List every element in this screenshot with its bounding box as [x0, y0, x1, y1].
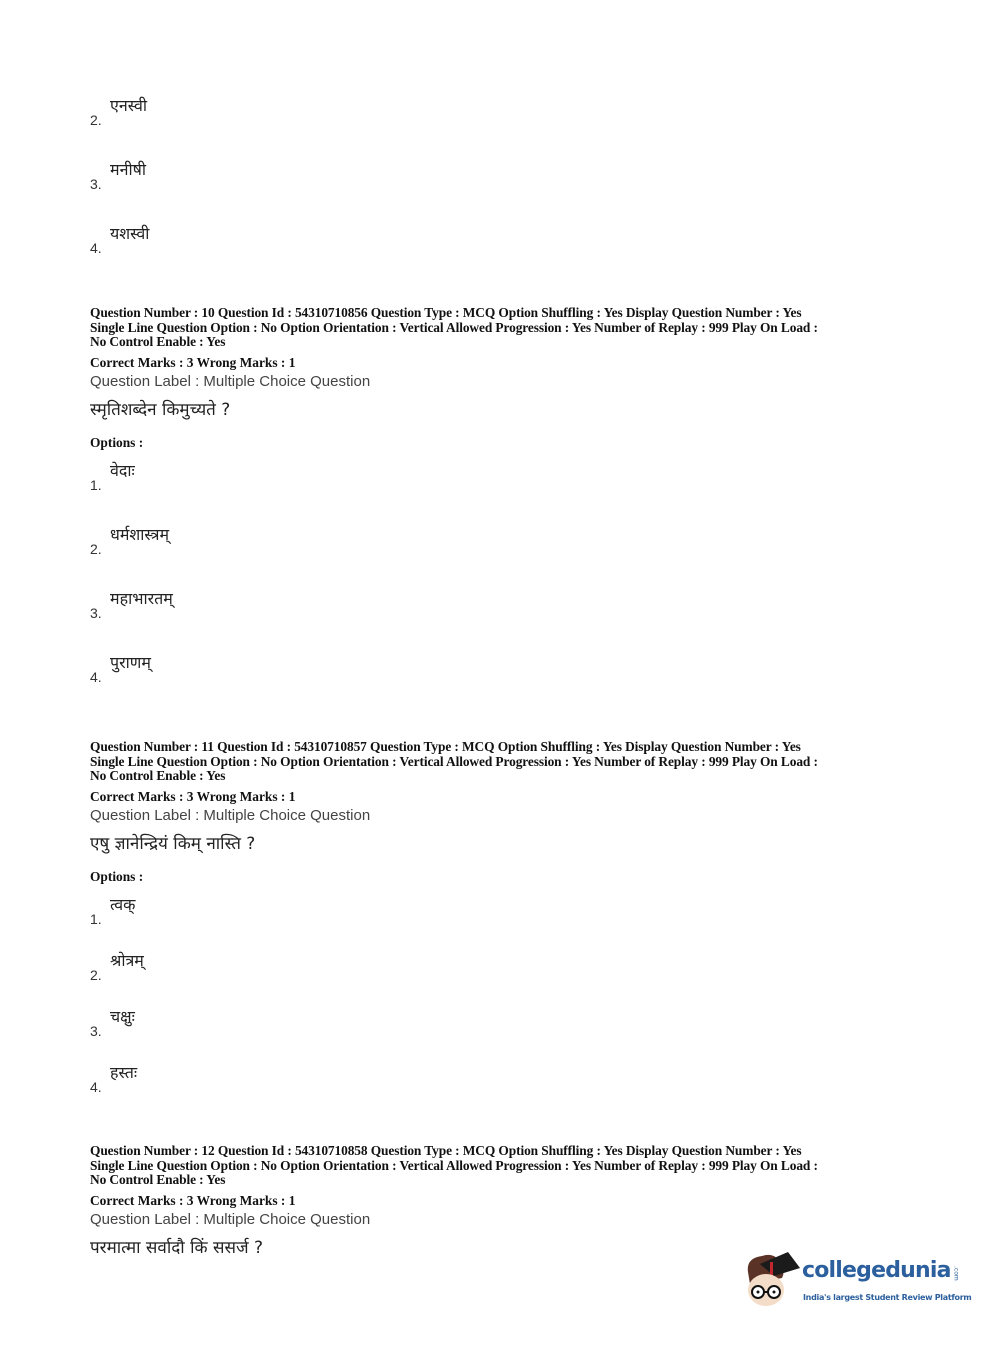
option-4	[90, 652, 390, 685]
question-meta	[90, 306, 970, 350]
option-4	[90, 1062, 390, 1095]
options-label: Options :	[90, 868, 144, 884]
option-number: 2.	[90, 112, 102, 128]
meta-line: Question Number : 11 Question Id : 54310710857 Question Type : MCQ Option Shuffling : Yes Display Question Number : Yes	[90, 739, 801, 754]
option-text: चक्षुः	[110, 1006, 135, 1026]
option-2	[90, 950, 390, 983]
meta-line: No Control Enable : Yes	[90, 334, 226, 349]
question-text: परमात्मा सर्वादौ किं ससर्ज ?	[90, 1237, 263, 1258]
option-3	[90, 160, 390, 192]
option-number: 2.	[90, 966, 102, 983]
option-3	[90, 588, 390, 621]
option-text: धर्मशास्त्रम्	[110, 524, 170, 544]
option-number: 1.	[90, 476, 102, 493]
question-10	[90, 305, 970, 685]
option-text: महाभारतम्	[110, 588, 173, 608]
option-2	[90, 96, 390, 128]
collegedunia-logo	[740, 1248, 995, 1318]
option-1	[90, 894, 390, 927]
question-text: एषु ज्ञानेन्द्रियं किम् नास्ति ?	[90, 833, 256, 854]
meta-line: Question Number : 10 Question Id : 54310710856 Question Type : MCQ Option Shuffling : Yes Display Question Number : Yes	[90, 305, 802, 320]
question-label: Question Label : Multiple Choice Question	[90, 806, 371, 824]
question-meta	[90, 740, 970, 784]
question-text: स्मृतिशब्देन किमुच्यते ?	[90, 399, 231, 420]
option-text: श्रोत्रम्	[110, 950, 144, 970]
logo-tagline: India's largest Student Review Platform	[803, 1293, 972, 1302]
previous-question-options	[90, 96, 970, 256]
options-list	[90, 460, 970, 685]
logo-wordmark-row	[802, 1256, 960, 1286]
logo-wordmark: collegedunia	[802, 1258, 951, 1283]
option-number: 3.	[90, 176, 102, 192]
marks: Correct Marks : 3 Wrong Marks : 1	[90, 354, 296, 370]
question-meta	[90, 1144, 970, 1188]
marks: Correct Marks : 3 Wrong Marks : 1	[90, 1192, 296, 1208]
question-12	[90, 1144, 970, 1259]
option-number: 4.	[90, 240, 102, 256]
option-2	[90, 524, 390, 557]
meta-line: Question Number : 12 Question Id : 54310710858 Question Type : MCQ Option Shuffling : Yes Display Question Number : Yes	[90, 1143, 802, 1158]
option-number: 2.	[90, 540, 102, 557]
meta-line: No Control Enable : Yes	[90, 1172, 226, 1187]
meta-line: Single Line Question Option : No Option Orientation : Vertical Allowed Progression : Yes Number of Replay : 999 Play On Load :	[90, 753, 818, 769]
options-list	[90, 894, 970, 1095]
option-text: त्वक्	[110, 894, 136, 914]
meta-line: Single Line Question Option : No Option Orientation : Vertical Allowed Progression : Yes Number of Replay : 999 Play On Load :	[90, 319, 818, 335]
option-text: हस्तः	[110, 1062, 138, 1082]
logo-suffix: .com	[952, 1266, 960, 1281]
option-number: 3.	[90, 1022, 102, 1039]
option-text: पुराणम्	[110, 652, 151, 672]
question-label: Question Label : Multiple Choice Question	[90, 1210, 371, 1228]
option-number: 4.	[90, 1078, 102, 1095]
question-label: Question Label : Multiple Choice Question	[90, 372, 371, 390]
option-3	[90, 1006, 390, 1039]
option-text: वेदाः	[110, 460, 135, 480]
option-text: यशस्वी	[110, 224, 150, 243]
option-text: एनस्वी	[110, 96, 147, 115]
option-4	[90, 224, 390, 256]
option-number: 3.	[90, 604, 102, 621]
option-1	[90, 460, 390, 493]
marks: Correct Marks : 3 Wrong Marks : 1	[90, 788, 296, 804]
mascot-icon	[740, 1250, 802, 1312]
option-number: 4.	[90, 668, 102, 685]
question-11	[90, 739, 970, 1095]
option-text: मनीषी	[110, 160, 146, 179]
option-number: 1.	[90, 910, 102, 927]
options-label: Options :	[90, 434, 144, 450]
meta-line: No Control Enable : Yes	[90, 768, 226, 783]
meta-line: Single Line Question Option : No Option Orientation : Vertical Allowed Progression : Yes Number of Replay : 999 Play On Load :	[90, 1157, 818, 1173]
